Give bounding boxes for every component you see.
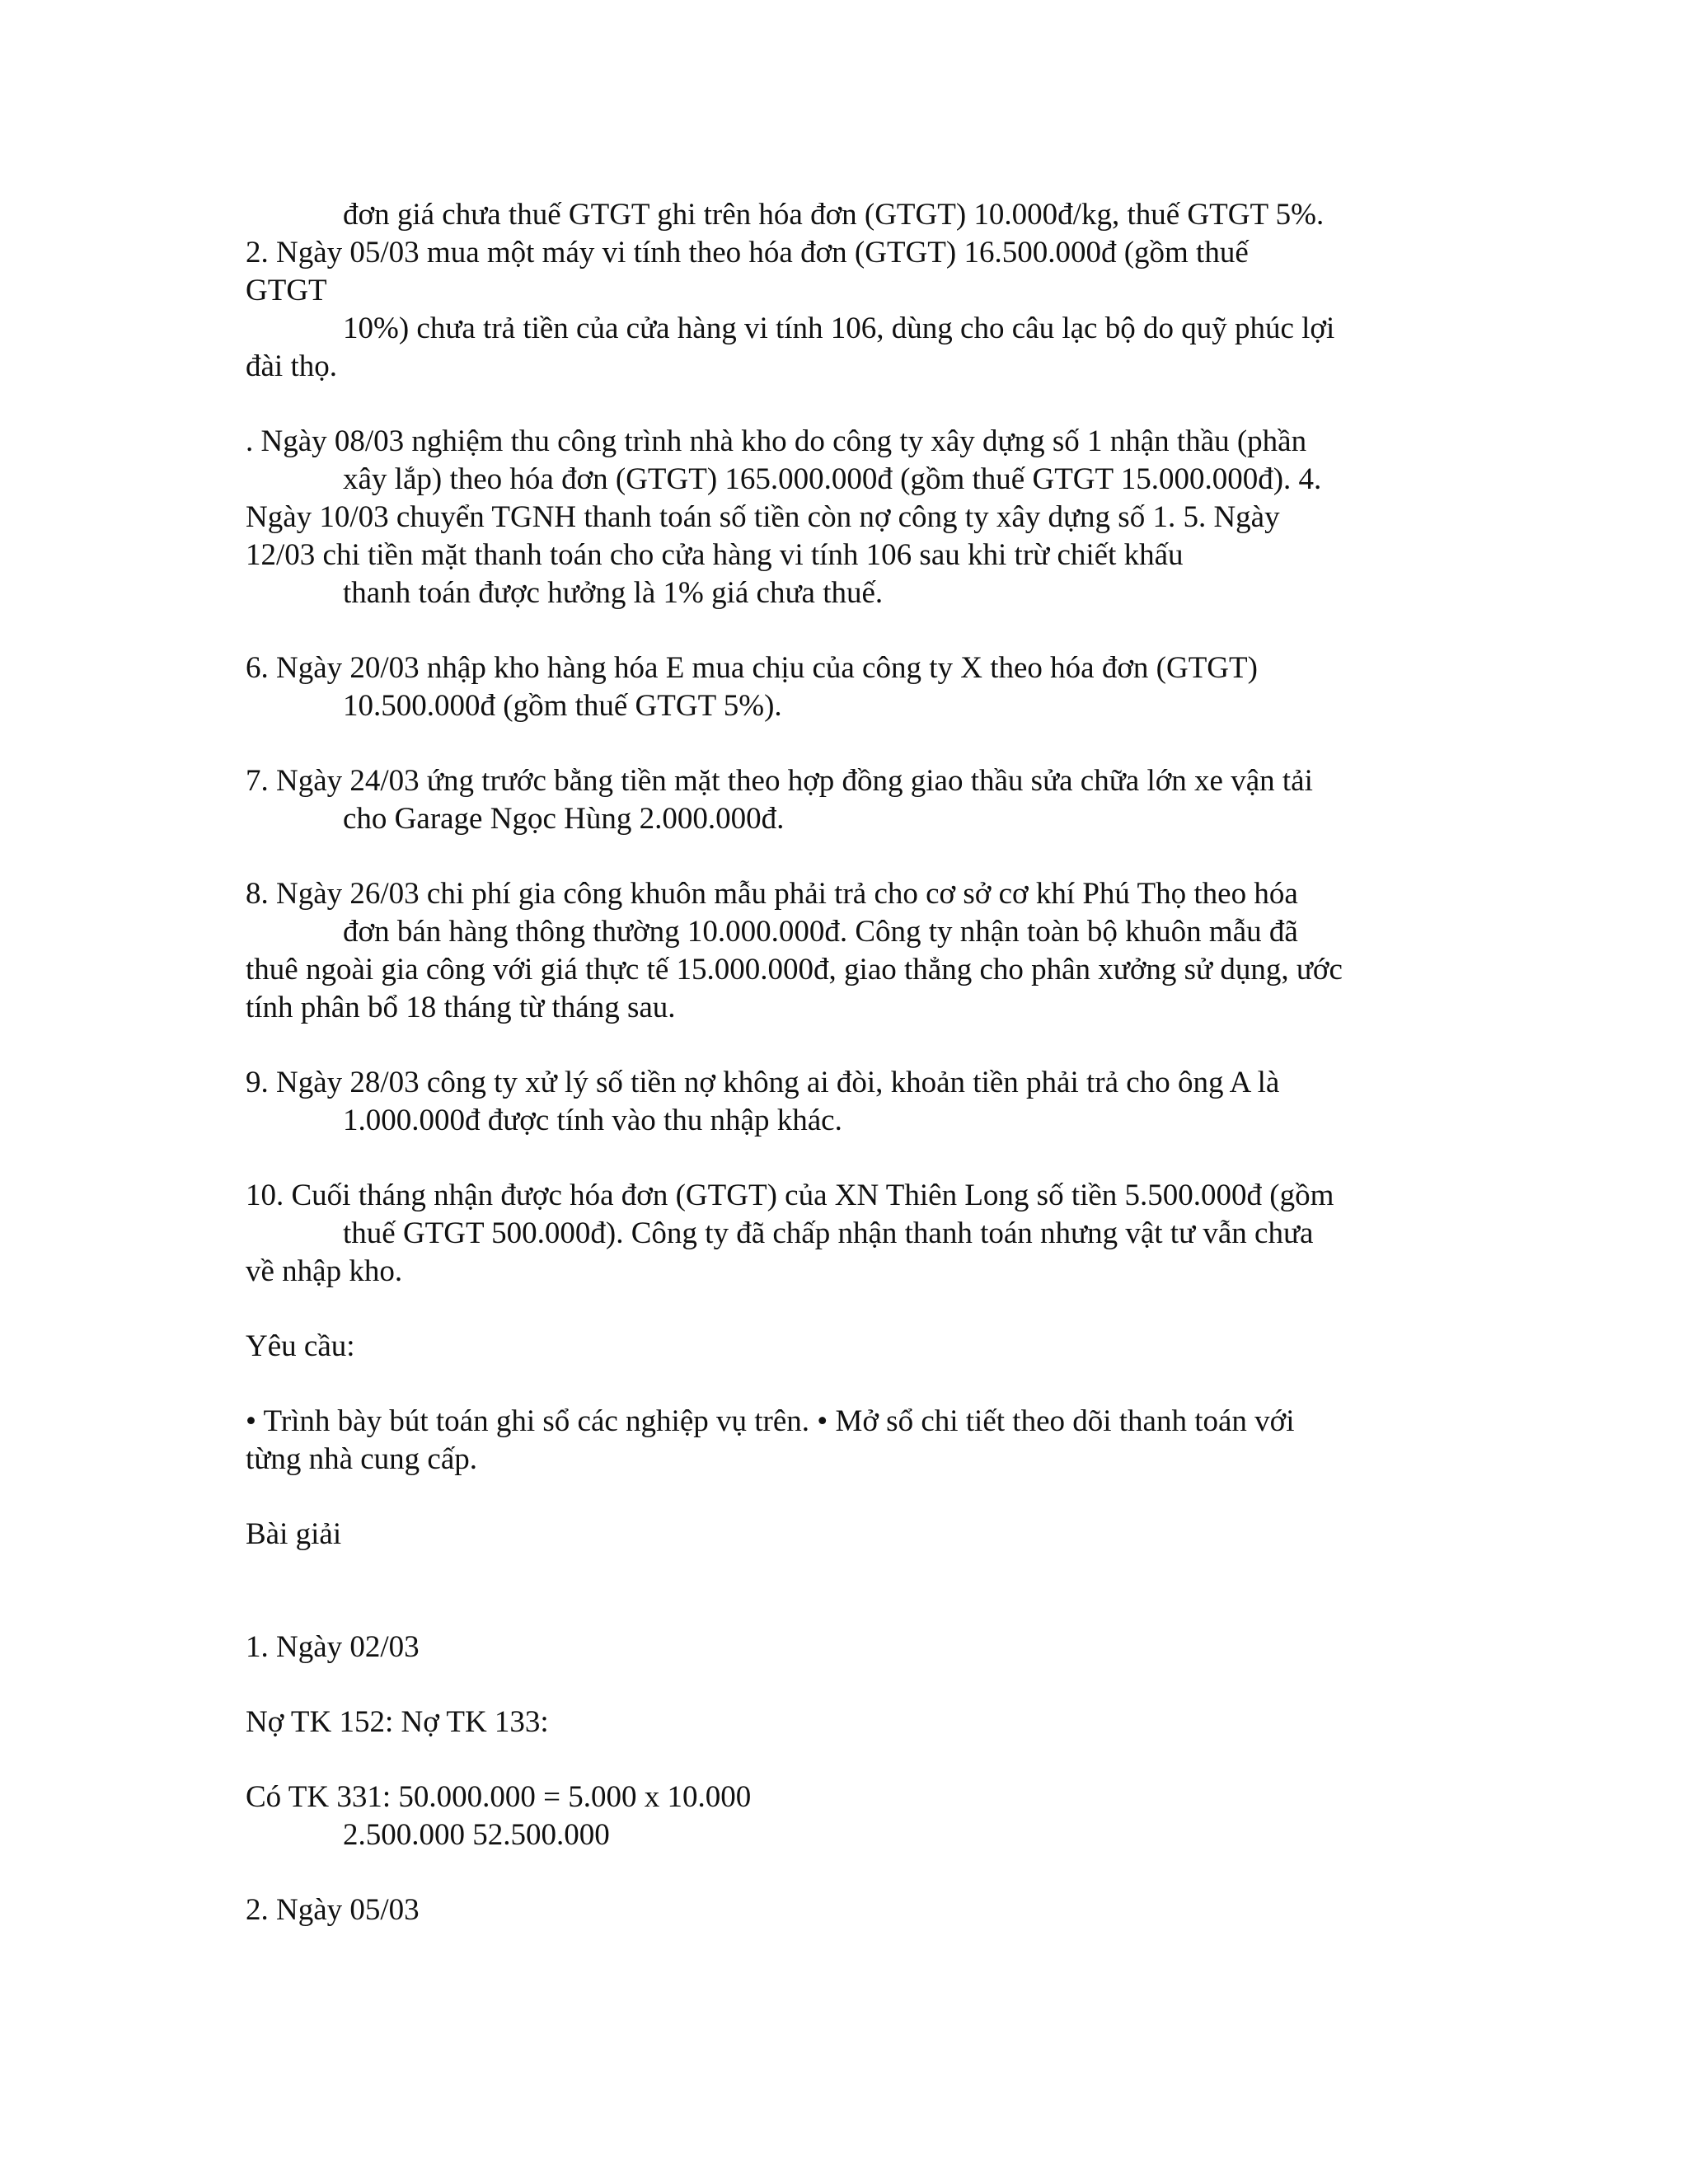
text-line: 2. Ngày 05/03 [246, 1893, 420, 1927]
text-line: từng nhà cung cấp. [246, 1442, 478, 1476]
text-line: Nợ TK 152: Nợ TK 133: [246, 1705, 549, 1739]
text-line: GTGT [246, 274, 327, 307]
text-line: Ngày 10/03 chuyển TGNH thanh toán số tiền còn nợ công ty xây dựng số 1. 5. Ngày [246, 500, 1280, 534]
text-line: Có TK 331: 50.000.000 = 5.000 x 10.000 [246, 1780, 752, 1814]
text-line: 10%) chưa trả tiền của cửa hàng vi tính 106, dùng cho câu lạc bộ do quỹ phúc lợi [343, 312, 1335, 345]
text-line: 10. Cuối tháng nhận được hóa đơn (GTGT) của XN Thiên Long số tiền 5.500.000đ (gồm [246, 1179, 1334, 1212]
text-line: 1.000.000đ được tính vào thu nhập khác. [343, 1104, 842, 1137]
text-line: 7. Ngày 24/03 ứng trước bằng tiền mặt theo hợp đồng giao thầu sửa chữa lớn xe vận tải [246, 764, 1313, 798]
text-line: 8. Ngày 26/03 chi phí gia công khuôn mẫu phải trả cho cơ sở cơ khí Phú Thọ theo hóa [246, 877, 1298, 911]
section-heading: Yêu cầu: [246, 1329, 355, 1363]
section-heading: Bài giải [246, 1517, 342, 1551]
text-line: 2. Ngày 05/03 mua một máy vi tính theo hóa đơn (GTGT) 16.500.000đ (gồm thuế [246, 236, 1249, 269]
text-line: thanh toán được hưởng là 1% giá chưa thuế. [343, 576, 884, 610]
text-line: • Trình bày bút toán ghi sổ các nghiệp vụ trên. • Mở sổ chi tiết theo dõi thanh toán với [246, 1404, 1295, 1438]
text-line: đơn giá chưa thuế GTGT ghi trên hóa đơn (GTGT) 10.000đ/kg, thuế GTGT 5%. [343, 198, 1325, 232]
text-line: đơn bán hàng thông thường 10.000.000đ. Công ty nhận toàn bộ khuôn mẫu đã [343, 915, 1298, 949]
text-line: . Ngày 08/03 nghiệm thu công trình nhà kho do công ty xây dựng số 1 nhận thầu (phần [246, 424, 1307, 458]
text-line: xây lắp) theo hóa đơn (GTGT) 165.000.000đ (gồm thuế GTGT 15.000.000đ). 4. [343, 462, 1322, 496]
text-line: tính phân bổ 18 tháng từ tháng sau. [246, 991, 676, 1024]
text-line: cho Garage Ngọc Hùng 2.000.000đ. [343, 802, 785, 836]
text-line: 2.500.000 52.500.000 [343, 1818, 610, 1852]
text-line: về nhập kho. [246, 1254, 403, 1288]
text-line: thuế GTGT 500.000đ). Công ty đã chấp nhận thanh toán nhưng vật tư vẫn chưa [343, 1216, 1314, 1250]
text-line: 1. Ngày 02/03 [246, 1630, 420, 1664]
text-line: 6. Ngày 20/03 nhập kho hàng hóa E mua chịu của công ty X theo hóa đơn (GTGT) [246, 651, 1258, 685]
text-line: thuê ngoài gia công với giá thực tế 15.000.000đ, giao thẳng cho phân xưởng sử dụng, ước [246, 953, 1343, 987]
text-line: 9. Ngày 28/03 công ty xử lý số tiền nợ không ai đòi, khoản tiền phải trả cho ông A là [246, 1066, 1280, 1099]
text-line: đài thọ. [246, 349, 337, 383]
text-line: 10.500.000đ (gồm thuế GTGT 5%). [343, 689, 782, 723]
text-line: 12/03 chi tiền mặt thanh toán cho cửa hàng vi tính 106 sau khi trừ chiết khấu [246, 538, 1184, 572]
